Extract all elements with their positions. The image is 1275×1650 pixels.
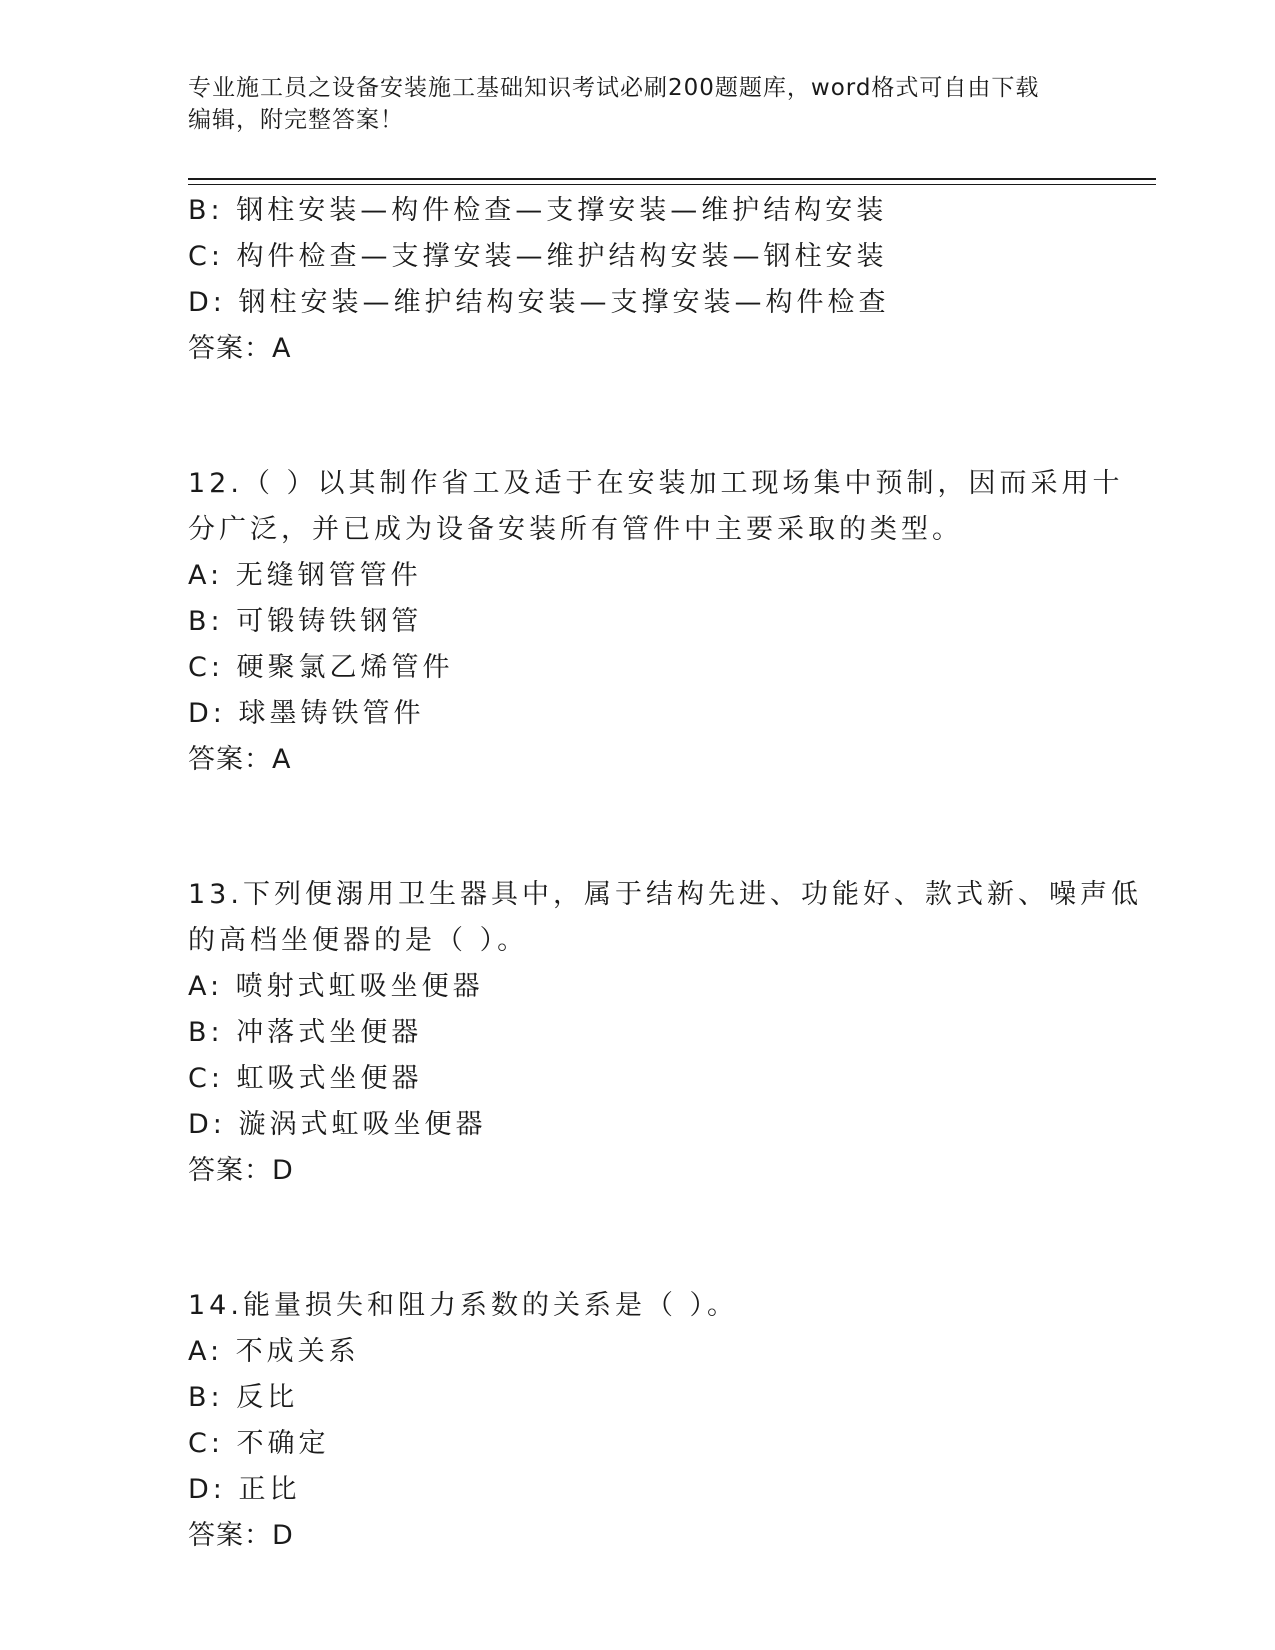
spacer <box>188 1194 1088 1283</box>
document-header <box>188 72 1088 136</box>
spacer <box>188 783 1088 872</box>
option-b: B: 反比 <box>188 1382 299 1413</box>
question-stem-line-1: 14.能量损失和阻力系数的关系是（ ）。 <box>188 1290 739 1321</box>
question-14 <box>188 1283 1088 1559</box>
header-divider-thin <box>188 184 1156 185</box>
question-list <box>188 188 1142 1559</box>
option-b: B: 钢柱安装—构件检查—支撑安装—维护结构安装 <box>188 195 888 226</box>
answer: 答案：A <box>188 333 292 364</box>
option-d: D: 漩涡式虹吸坐便器 <box>188 1109 487 1140</box>
question-stem-line-2: 的高档坐便器的是（ ）。 <box>188 925 529 956</box>
header-divider-thick <box>188 178 1156 180</box>
option-b: B: 冲落式坐便器 <box>188 1017 423 1048</box>
question-stem-line-1: 12.（ ）以其制作省工及适于在安装加工现场集中预制，因而采用十 <box>188 468 1124 499</box>
option-d: D: 钢柱安装—维护结构安装—支撑安装—构件检查 <box>188 287 890 318</box>
answer: 答案：A <box>188 744 292 775</box>
header-title-line-2: 编辑，附完整答案！ <box>188 107 404 133</box>
question-stem-line-2: 分广泛，并已成为设备安装所有管件中主要采取的类型。 <box>188 514 963 545</box>
option-c: C: 虹吸式坐便器 <box>188 1063 423 1094</box>
spacer <box>188 372 1088 461</box>
question-11-partial <box>188 188 1088 372</box>
option-c: C: 构件检查—支撑安装—维护结构安装—钢柱安装 <box>188 241 888 272</box>
option-c: C: 不确定 <box>188 1428 330 1459</box>
option-a: A: 无缝钢管管件 <box>188 560 422 591</box>
header-title-line-1: 专业施工员之设备安装施工基础知识考试必刷200题题库，word格式可自由下载 <box>188 75 1040 101</box>
option-c: C: 硬聚氯乙烯管件 <box>188 652 454 683</box>
question-13 <box>188 872 1142 1194</box>
option-d: D: 球墨铸铁管件 <box>188 698 425 729</box>
answer: 答案：D <box>188 1520 294 1551</box>
option-b: B: 可锻铸铁钢管 <box>188 606 423 637</box>
option-a: A: 不成关系 <box>188 1336 360 1367</box>
option-a: A: 喷射式虹吸坐便器 <box>188 971 484 1002</box>
question-stem-line-1: 13.下列便溺用卫生器具中，属于结构先进、功能好、款式新、噪声低 <box>188 879 1142 910</box>
answer: 答案：D <box>188 1155 294 1186</box>
option-d: D: 正比 <box>188 1474 301 1505</box>
question-12 <box>188 461 1124 783</box>
